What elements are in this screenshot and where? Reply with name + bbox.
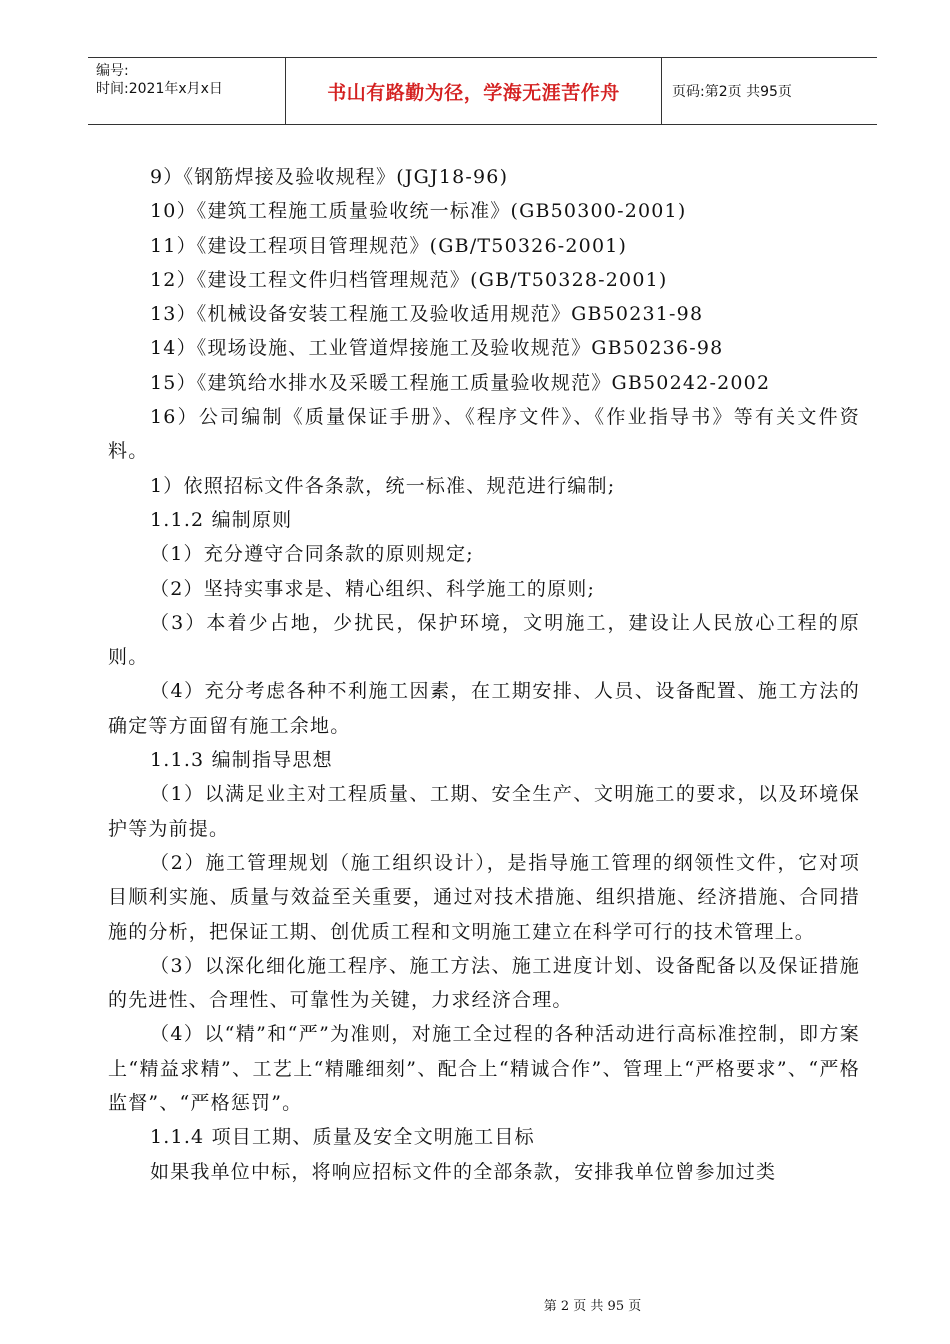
section-heading: 1.1.4 项目工期、质量及安全文明施工目标 xyxy=(150,1126,535,1149)
slogan: 书山有路勤为径，学海无涯苦作舟 xyxy=(327,81,620,104)
document-body xyxy=(108,160,860,1189)
section-heading: 1.1.2 编制原则 xyxy=(150,508,293,531)
code-label: 编号: xyxy=(96,63,129,79)
paragraph: 1）依照招标文件各条款，统一标准、规范进行编制; xyxy=(150,474,616,497)
ref-line: 15）《建筑给水排水及采暖工程施工质量验收规范》GB50242-2002 xyxy=(150,371,771,394)
paragraph: 16）公司编制《质量保证手册》、《程序文件》、《作业指导书》等有关文件资料。 xyxy=(108,406,860,463)
paragraph: （2）施工管理规划（施工组织设计），是指导施工管理的纲领性文件，它对项目顺利实施、质量与效益至关重要，通过对技术措施、组织措施、经济措施、合同措施的分析，把保证工期、创优质工程和文明施工建立在科学可行的技术管理上。 xyxy=(108,851,860,943)
paragraph: （1）充分遵守合同条款的原则规定; xyxy=(150,543,474,566)
header-meta xyxy=(88,58,286,124)
page-header xyxy=(88,57,877,125)
section-heading: 1.1.3 编制指导思想 xyxy=(150,749,333,772)
header-page-cell xyxy=(662,58,877,124)
ref-line: 13）《机械设备安装工程施工及验收适用规范》GB50231-98 xyxy=(150,303,704,326)
header-slogan-cell xyxy=(286,58,662,124)
paragraph: （3）以深化细化施工程序、施工方法、施工进度计划、设备配备以及保证措施的先进性、合理性、可靠性为关键，力求经济合理。 xyxy=(108,954,860,1012)
ref-line: 14）《现场设施、工业管道焊接施工及验收规范》GB50236-98 xyxy=(150,337,724,360)
paragraph: （1）以满足业主对工程质量、工期、安全生产、文明施工的要求，以及环境保护等为前提。 xyxy=(108,783,860,840)
page-footer: 第 2 页 共 95 页 xyxy=(543,1299,642,1314)
paragraph: 如果我单位中标，将响应招标文件的全部条款，安排我单位曾参加过类 xyxy=(150,1160,777,1183)
paragraph: （4）充分考虑各种不利施工因素，在工期安排、人员、设备配置、施工方法的确定等方面留有施工余地。 xyxy=(108,680,860,737)
paragraph: （4）以“精”和“严”为准则，对施工全过程的各种活动进行高标准控制，即方案上“精益求精”、工艺上“精雕细刻”、配合上“精诚合作”、管理上“严格要求”、“严格监督”、“严格惩罚”。 xyxy=(108,1023,860,1115)
ref-line: 11）《建设工程项目管理规范》(GB/T50326-2001) xyxy=(150,234,628,257)
paragraph: （3）本着少占地，少扰民，保护环境，文明施工，建设让人民放心工程的原则。 xyxy=(108,611,860,669)
ref-line: 9）《钢筋焊接及验收规程》(JGJ18-96) xyxy=(150,166,509,188)
page-label: 页码:第2页 共95页 xyxy=(672,84,792,100)
ref-line: 12）《建设工程文件归档管理规范》(GB/T50328-2001) xyxy=(150,268,668,291)
ref-line: 10）《建筑工程施工质量验收统一标准》(GB50300-2001) xyxy=(150,200,687,223)
time-label: 时间:2021年x月x日 xyxy=(96,81,223,97)
paragraph: （2）坚持实事求是、精心组织、科学施工的原则; xyxy=(150,577,596,600)
